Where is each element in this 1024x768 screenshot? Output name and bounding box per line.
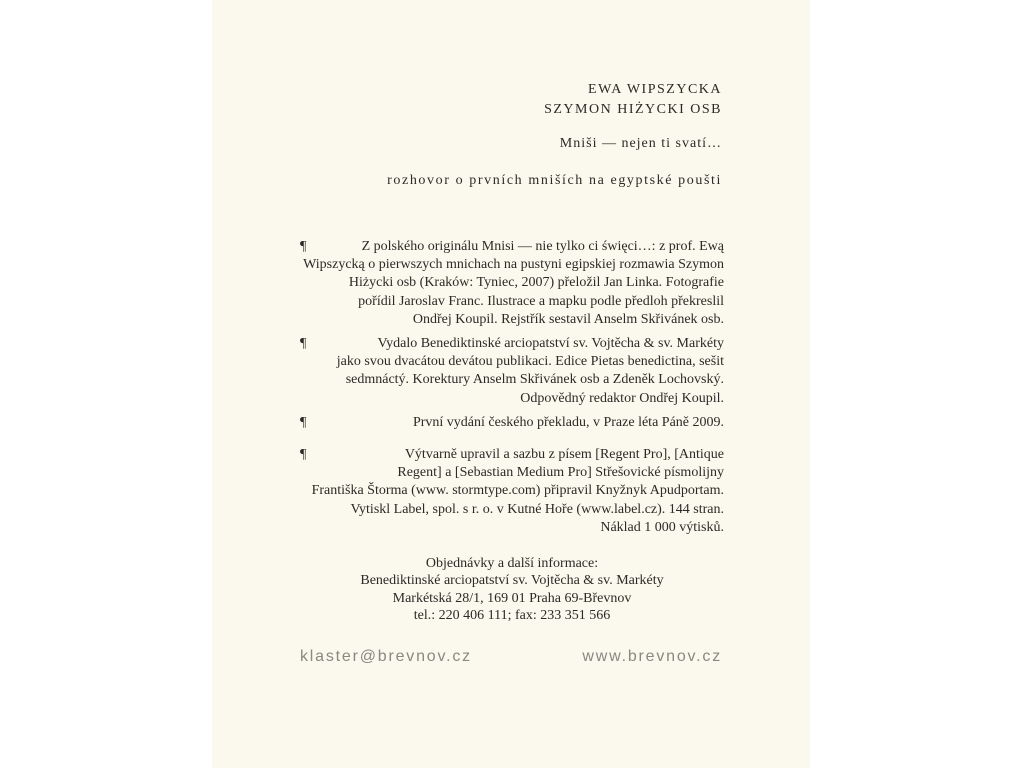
text-line: Výtvarně upravil a sazbu z písem [Regent Pro], [Antique [404,447,724,462]
pilcrow: ¶ [300,447,307,462]
text-line: Náklad 1 000 výtisků. [600,519,724,535]
translation-paragraph [300,238,724,329]
pilcrow: ¶ [300,239,307,254]
website-url: www.brevnov.cz [582,648,722,665]
authors [544,80,722,120]
book-page [212,0,810,768]
text-line: První vydání českého překladu, v Praze léta Páně 2009. [412,415,724,430]
contact-line: Markétská 28/1, 169 01 Praha 69-Břevnov [392,590,632,606]
text-line: Ondřej Koupil. Rejstřík sestavil Anselm Skřivánek osb. [412,311,724,327]
contact-block [300,555,724,625]
text-line: sedmnáctý. Korektury Anselm Skřivánek osb a Zdeněk Lochovský. [345,372,724,388]
contact-line: tel.: 220 406 111; fax: 233 351 566 [413,608,611,624]
text-line: Hiżycki osb (Kraków: Tyniec, 2007) přeložil Jan Linka. Fotografie [348,275,724,291]
contact-line: Benediktinské arciopatství sv. Vojtěcha & sv. Markéty [360,573,664,589]
text-line: Vytiskl Label, spol. s r. o. v Kutné Hoře (www.label.cz). 144 stran. [350,501,724,517]
text-line: Z polského originálu Mnisi — nie tylko ci święci…: z prof. Ewą [361,239,724,254]
text-line: Regent] a [Sebastian Medium Pro] Střešovické písmolijny [397,465,724,481]
contact-line: Objednávky a další informace: [425,556,599,571]
email-address: klaster@brevnov.cz [300,648,472,665]
edition-paragraph [300,414,724,432]
text-line: pořídil Jaroslav Franc. Ilustrace a mapku podle předloh překreslil [358,293,724,309]
text-line: Odpovědný redaktor Ondřej Koupil. [520,390,724,406]
pilcrow: ¶ [300,336,307,351]
book-title: Mniši — nejen ti svatí… [559,136,722,151]
typesetting-paragraph [300,446,724,537]
text-line: Františka Štorma (www. stormtype.com) připravil Knyžnyk Apudportam. [311,483,724,499]
text-line: Wipszycką o pierwszych mnichach na pustyni egipskiej rozmawia Szymon [303,257,724,273]
text-line: Vydalo Benediktinské arciopatství sv. Vojtěcha & sv. Markéty [377,336,724,351]
publisher-paragraph [300,335,724,408]
author-name: EWA WIPSZYCKA [588,82,722,97]
text-line: jako svou dvacátou devátou publikaci. Edice Pietas benedictina, sešit [336,354,724,370]
author-name: SZYMON HIŻYCKI OSB [544,102,722,117]
pilcrow: ¶ [300,415,307,430]
book-subtitle: rozhovor o prvních mniších na egyptské poušti [387,173,722,188]
